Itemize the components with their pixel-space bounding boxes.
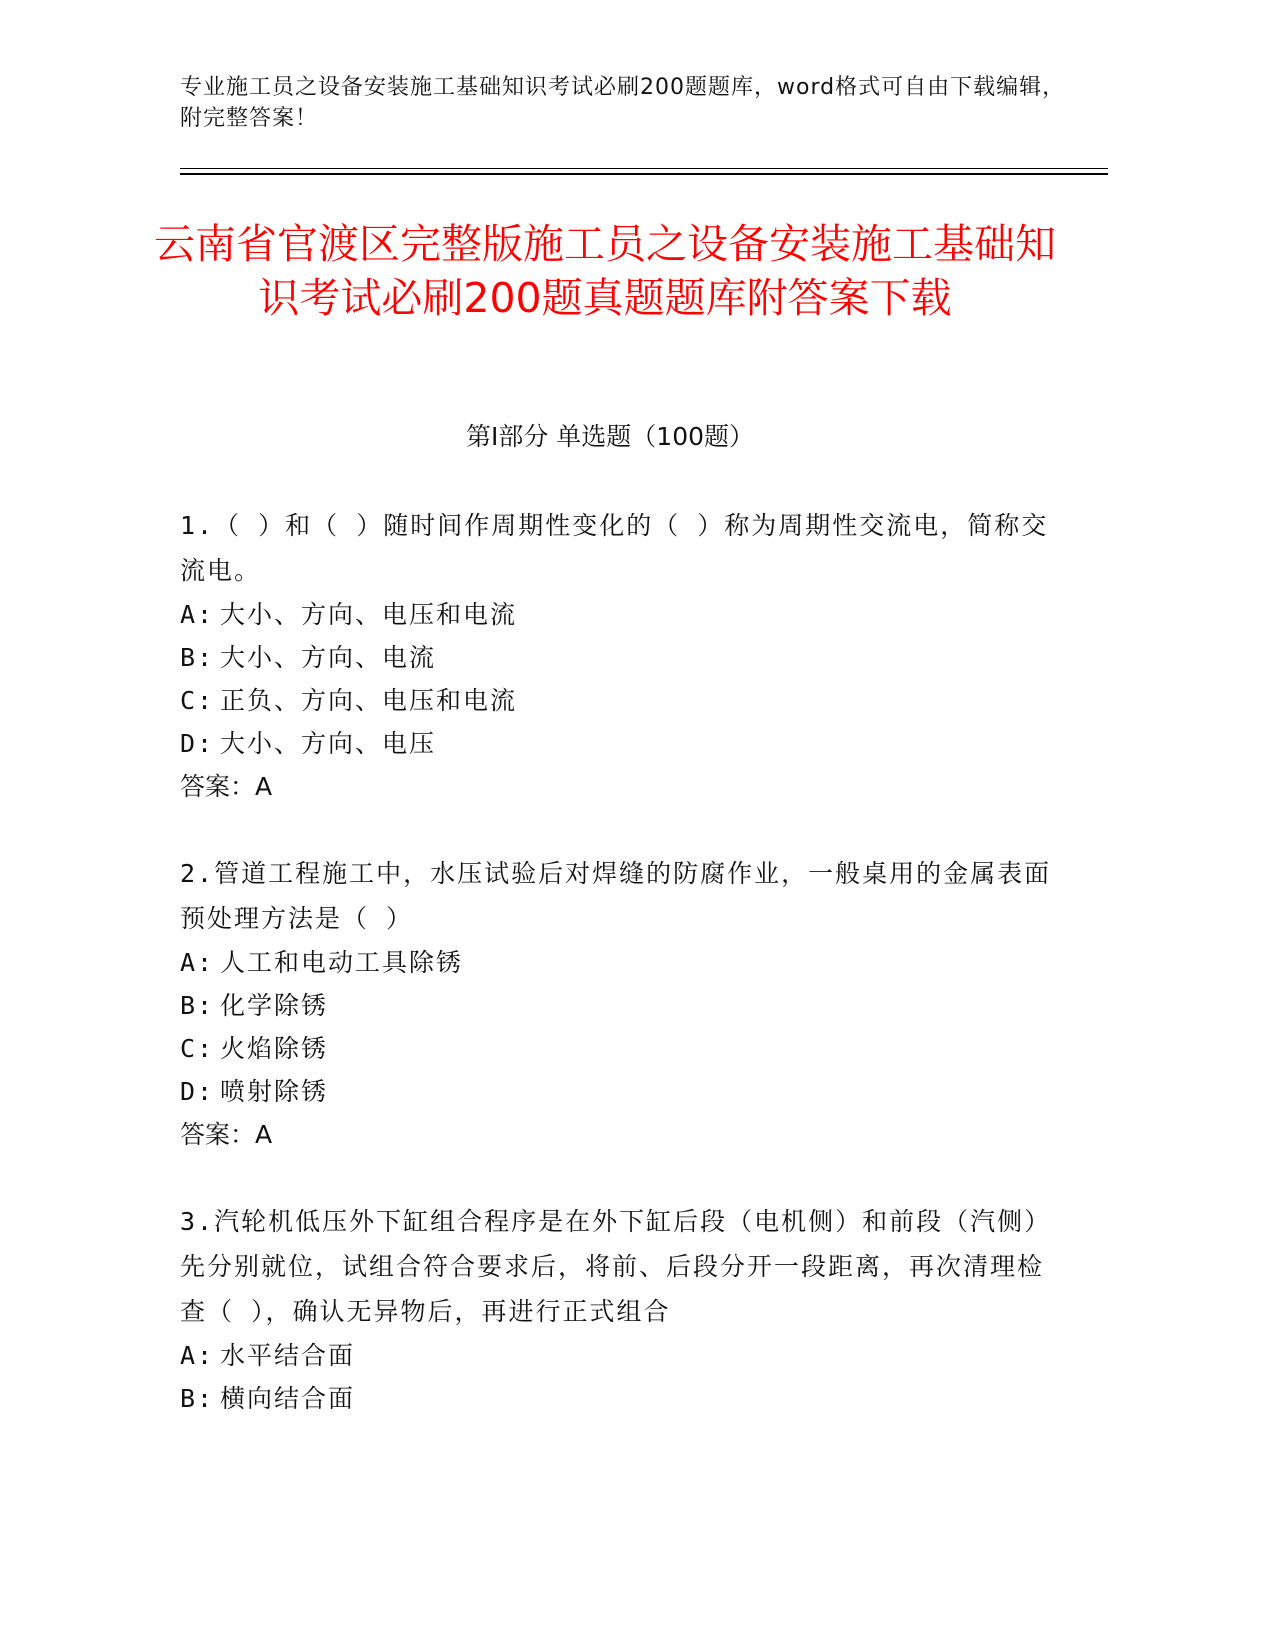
option-key: A: xyxy=(180,948,215,977)
option-b xyxy=(180,636,1060,679)
option-c xyxy=(180,1027,1060,1070)
answer-value: A xyxy=(255,772,273,801)
option-text: 人工和电动工具除锈 xyxy=(220,948,464,977)
option-a xyxy=(180,593,1060,636)
option-key: D: xyxy=(180,729,215,758)
option-text: 大小、方向、电压和电流 xyxy=(220,600,518,629)
option-b xyxy=(180,984,1060,1027)
option-text: 火焰除锈 xyxy=(220,1034,329,1063)
document-title: 云南省官渡区完整版施工员之设备安装施工基础知识考试必刷200题真题题库附答案下载 xyxy=(154,220,1056,322)
question-stem: 2.管道工程施工中，水压试验后对焊缝的防腐作业，一般桌用的金属表面预处理方法是（ ） xyxy=(180,859,1052,933)
option-text: 横向结合面 xyxy=(220,1384,356,1413)
section-title: 第Ⅰ部分 单选题（100题） xyxy=(465,422,755,451)
answer-label: 答案： xyxy=(180,772,256,801)
option-a xyxy=(180,941,1060,984)
option-c xyxy=(180,679,1060,722)
answer-label: 答案： xyxy=(180,1120,256,1149)
question-3 xyxy=(180,1199,1060,1420)
answer-value: A xyxy=(255,1120,273,1149)
answer-line xyxy=(180,1113,1060,1157)
answer-line xyxy=(180,765,1060,809)
option-key: C: xyxy=(180,1034,215,1063)
question-stem: 3.汽轮机低压外下缸组合程序是在外下缸后段（电机侧）和前段（汽侧）先分别就位，试组合符合要求后，将前、后段分开一段距离，再次清理检查（ ），确认无异物后，再进行正式组合 xyxy=(180,1207,1052,1326)
question-1 xyxy=(180,503,1060,809)
option-key: B: xyxy=(180,1384,215,1413)
option-d xyxy=(180,722,1060,765)
option-key: C: xyxy=(180,686,215,715)
option-b xyxy=(180,1377,1060,1420)
option-key: A: xyxy=(180,1341,215,1370)
option-a xyxy=(180,1334,1060,1377)
option-text: 正负、方向、电压和电流 xyxy=(220,686,518,715)
option-text: 水平结合面 xyxy=(220,1341,356,1370)
question-2 xyxy=(180,851,1060,1157)
option-text: 化学除锈 xyxy=(220,991,329,1020)
option-text: 大小、方向、电压 xyxy=(220,729,437,758)
option-key: D: xyxy=(180,1077,215,1106)
option-d xyxy=(180,1070,1060,1113)
option-text: 喷射除锈 xyxy=(220,1077,329,1106)
option-key: B: xyxy=(180,643,215,672)
header-note: 专业施工员之设备安装施工基础知识考试必刷200题题库，word格式可自由下载编辑，附完整答案！ xyxy=(180,75,1066,131)
header-divider-thick xyxy=(180,173,1108,175)
question-stem: 1.（ ）和（ ）随时间作周期性变化的（ ）称为周期性交流电，简称交流电。 xyxy=(180,511,1049,585)
option-key: A: xyxy=(180,600,215,629)
option-key: B: xyxy=(180,991,215,1020)
header-divider-thin xyxy=(180,168,1108,169)
option-text: 大小、方向、电流 xyxy=(220,643,437,672)
